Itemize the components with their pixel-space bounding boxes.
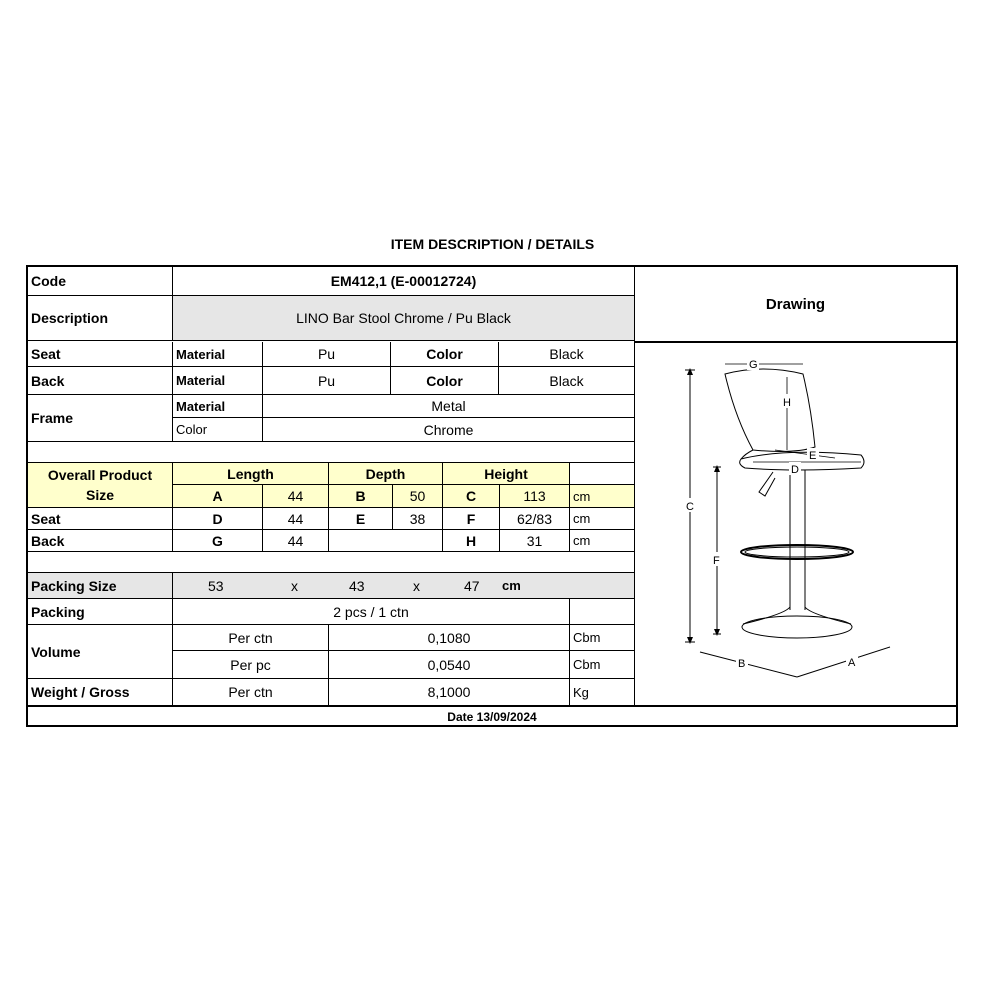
- packing-size-unit: cm: [502, 578, 521, 593]
- overall-size-heading-line1: Overall Product: [47, 467, 153, 483]
- drawing-letter-g: G: [749, 359, 758, 371]
- description-label: Description: [28, 296, 173, 341]
- code-value: EM412,1 (E-00012724): [173, 267, 635, 296]
- stool-seat-shape: [740, 452, 864, 470]
- back-material-label: Material: [173, 367, 263, 395]
- dim-c-letter: C: [443, 485, 500, 508]
- depth-heading: Depth: [329, 463, 443, 485]
- drawing-label: Drawing: [635, 267, 956, 343]
- packing-size-width: 43: [349, 577, 365, 594]
- dim-back-unit: cm: [570, 530, 635, 552]
- date-footer: Date 13/09/2024: [28, 705, 956, 727]
- dim-overall-unit: cm: [570, 485, 635, 508]
- dim-seat-label: Seat: [28, 508, 173, 530]
- stool-lever-shape: [759, 472, 775, 496]
- volume-label: Volume: [28, 625, 173, 679]
- back-color: Black: [499, 367, 635, 395]
- volume-per-ctn-value: 0,1080: [329, 625, 570, 651]
- drawing-letter-h: H: [783, 397, 791, 409]
- volume-per-pc-value: 0,0540: [329, 651, 570, 679]
- seat-material: Pu: [263, 342, 391, 367]
- drawing-divider: [634, 267, 635, 705]
- packing-size-value: [173, 573, 635, 599]
- weight-unit: Kg: [570, 679, 635, 705]
- volume-pc-unit: Cbm: [570, 651, 635, 679]
- seat-color: Black: [499, 342, 635, 367]
- dim-g-letter: G: [173, 530, 263, 552]
- spec-sheet: [26, 265, 958, 727]
- drawing-letter-b: B: [738, 658, 746, 670]
- dim-d-letter: D: [173, 508, 263, 530]
- drawing-letter-a: A: [848, 657, 856, 669]
- volume-ctn-unit: Cbm: [570, 625, 635, 651]
- dim-d-value: 44: [263, 508, 329, 530]
- dim-h-value: 31: [500, 530, 570, 552]
- weight-per-ctn-label: Per ctn: [173, 679, 329, 705]
- frame-material-label: Material: [173, 395, 263, 418]
- overall-size-heading: [28, 463, 173, 508]
- packing-value: 2 pcs / 1 ctn: [173, 599, 570, 625]
- dim-b-value: 50: [393, 485, 443, 508]
- seat-material-label: Material: [173, 342, 263, 367]
- dim-back-label: Back: [28, 530, 173, 552]
- seat-label: Seat: [28, 342, 173, 367]
- dim-b-letter: B: [329, 485, 393, 508]
- dim-f-value: 62/83: [500, 508, 570, 530]
- dim-a-value: 44: [263, 485, 329, 508]
- packing-label: Packing: [28, 599, 173, 625]
- dim-g-value: 44: [263, 530, 329, 552]
- back-color-label: Color: [391, 367, 499, 395]
- packing-size-length: 53: [208, 577, 224, 594]
- dim-a-letter: A: [173, 485, 263, 508]
- back-material: Pu: [263, 367, 391, 395]
- frame-color: Chrome: [263, 418, 635, 442]
- dim-back-blank: [329, 530, 443, 552]
- drawing-header-divider: [635, 341, 956, 342]
- frame-material: Metal: [263, 395, 635, 418]
- weight-value: 8,1000: [329, 679, 570, 705]
- dim-seat-unit: cm: [570, 508, 635, 530]
- weight-label: Weight / Gross: [28, 679, 173, 705]
- drawing-letter-d: D: [791, 464, 799, 476]
- description-value: LINO Bar Stool Chrome / Pu Black: [173, 296, 635, 341]
- unit-heading-blank: [570, 463, 635, 485]
- volume-per-ctn-label: Per ctn: [173, 625, 329, 651]
- seat-color-label: Color: [391, 342, 499, 367]
- stool-base-shape: [742, 616, 852, 638]
- drawing-panel: [635, 342, 956, 705]
- packing-blank: [570, 599, 635, 625]
- dim-f-letter: F: [443, 508, 500, 530]
- document-title: ITEM DESCRIPTION / DETAILS: [390, 236, 595, 252]
- stool-backrest-shape: [725, 369, 815, 451]
- bar-stool-drawing: [635, 342, 956, 705]
- dim-e-letter: E: [329, 508, 393, 530]
- spacer-row-2: [28, 552, 635, 573]
- dim-h-letter: H: [443, 530, 500, 552]
- height-heading: Height: [443, 463, 570, 485]
- spacer-row: [28, 442, 635, 463]
- code-label: Code: [28, 267, 173, 296]
- dim-c-value: 113: [500, 485, 570, 508]
- drawing-letter-f: F: [713, 555, 720, 567]
- drawing-letter-e: E: [809, 450, 817, 462]
- packing-size-height: 47: [464, 577, 480, 594]
- packing-size-label: Packing Size: [28, 573, 173, 599]
- overall-size-heading-line2: Size: [85, 487, 114, 503]
- dim-e-value: 38: [393, 508, 443, 530]
- drawing-letter-c: C: [686, 501, 694, 513]
- back-label: Back: [28, 367, 173, 395]
- packing-size-x1: x: [291, 577, 298, 594]
- frame-color-label: Color: [173, 418, 263, 442]
- packing-size-x2: x: [413, 577, 420, 594]
- frame-label: Frame: [28, 395, 173, 442]
- length-heading: Length: [173, 463, 329, 485]
- volume-per-pc-label: Per pc: [173, 651, 329, 679]
